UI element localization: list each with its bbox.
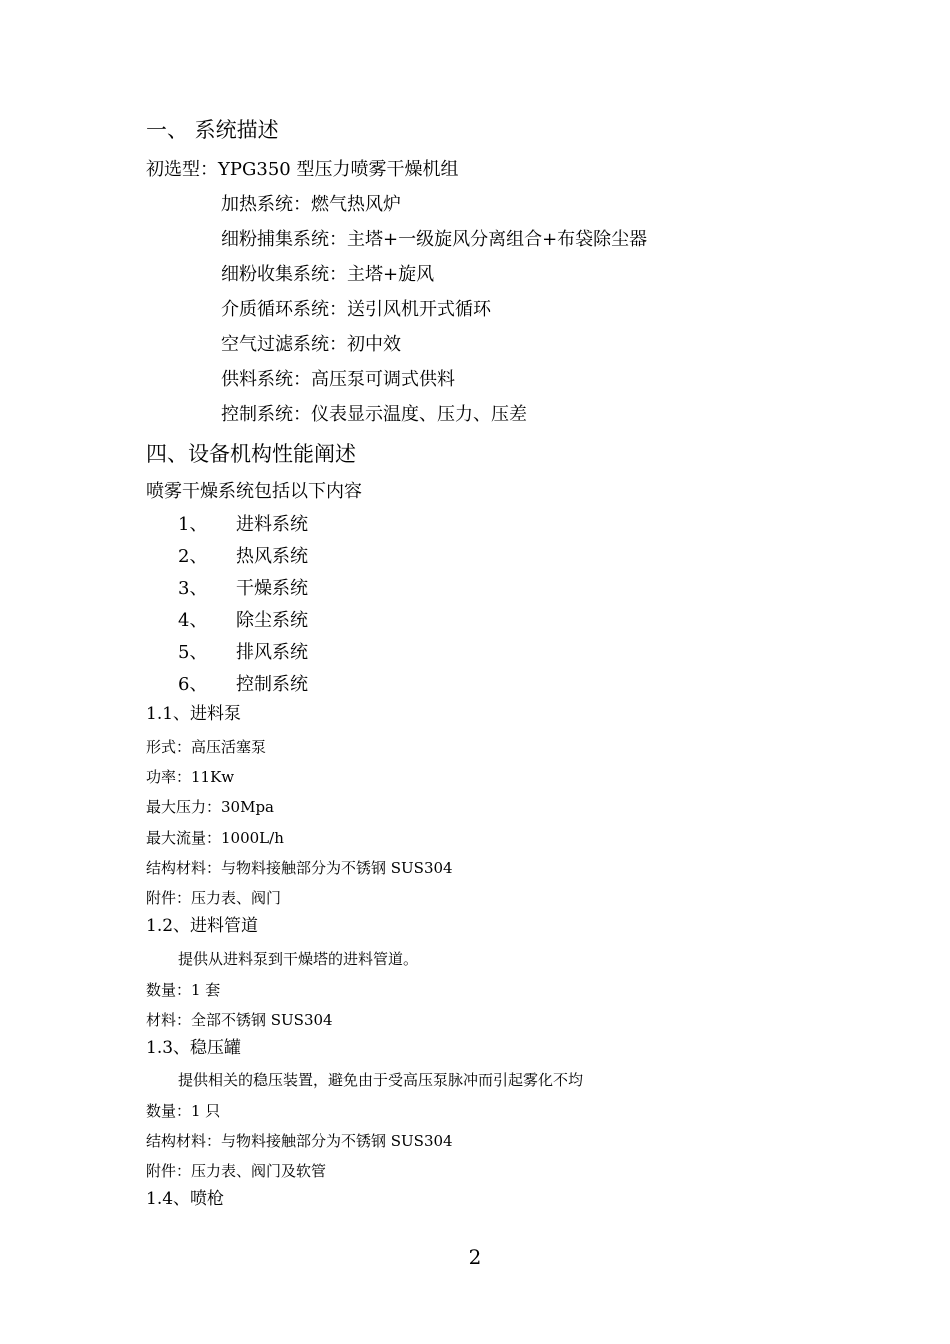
list-text: 控制系统 xyxy=(236,674,308,695)
list-number: 3、 xyxy=(178,578,208,599)
description-line: 提供从进料泵到干燥塔的进料管道。 xyxy=(178,950,419,968)
list-text: 进料系统 xyxy=(236,514,308,535)
list-text: 热风系统 xyxy=(236,546,308,567)
list-item xyxy=(178,644,308,662)
subsection-heading: 1.1、进料泵 xyxy=(146,704,242,724)
system-item: 加热系统：燃气热风炉 xyxy=(221,194,401,215)
system-item: 控制系统：仪表显示温度、压力、压差 xyxy=(221,404,527,425)
subsection-heading: 1.2、进料管道 xyxy=(146,916,259,936)
section-intro: 喷雾干燥系统包括以下内容 xyxy=(146,481,362,502)
description-line: 提供相关的稳压装置，避免由于受高压泵脉冲而引起雾化不均 xyxy=(178,1071,584,1089)
spec-line: 功率：11Kw xyxy=(146,768,235,786)
spec-line: 结构材料：与物料接触部分为不锈钢 SUS304 xyxy=(146,859,453,877)
spec-line: 附件：压力表、阀门 xyxy=(146,889,282,907)
spec-line: 材料：全部不锈钢 SUS304 xyxy=(146,1011,333,1029)
system-item: 空气过滤系统：初中效 xyxy=(221,334,401,355)
list-number: 1、 xyxy=(178,514,208,535)
subsection-heading: 1.4、喷枪 xyxy=(146,1189,225,1209)
page-number: 2 xyxy=(468,1245,482,1269)
list-item xyxy=(178,676,308,694)
list-number: 5、 xyxy=(178,642,208,663)
section-heading: 一、 系统描述 xyxy=(146,118,279,142)
list-number: 6、 xyxy=(178,674,208,695)
list-item xyxy=(178,548,308,566)
subsection-heading: 1.3、稳压罐 xyxy=(146,1038,242,1058)
list-item xyxy=(178,580,308,598)
spec-line: 形式：高压活塞泵 xyxy=(146,738,267,756)
system-item: 介质循环系统：送引风机开式循环 xyxy=(221,299,491,320)
spec-line: 数量：1 只 xyxy=(146,1102,221,1120)
system-item: 细粉捕集系统：主塔+一级旋风分离组合+布袋除尘器 xyxy=(221,229,648,250)
list-text: 干燥系统 xyxy=(236,578,308,599)
spec-line: 附件：压力表、阀门及软管 xyxy=(146,1162,327,1180)
list-number: 2、 xyxy=(178,546,208,567)
list-text: 排风系统 xyxy=(236,642,308,663)
spec-line: 最大流量：1000L/h xyxy=(146,829,284,847)
system-item: 供料系统：高压泵可调式供料 xyxy=(221,369,455,390)
list-item xyxy=(178,516,308,534)
list-item xyxy=(178,612,308,630)
list-text: 除尘系统 xyxy=(236,610,308,631)
model-intro: 初选型：YPG350 型压力喷雾干燥机组 xyxy=(146,159,459,180)
spec-line: 最大压力：30Mpa xyxy=(146,798,274,816)
list-number: 4、 xyxy=(178,610,208,631)
system-item: 细粉收集系统：主塔+旋风 xyxy=(221,264,435,285)
spec-line: 数量：1 套 xyxy=(146,981,221,999)
section-heading: 四、设备机构性能阐述 xyxy=(146,442,356,466)
spec-line: 结构材料：与物料接触部分为不锈钢 SUS304 xyxy=(146,1132,453,1150)
